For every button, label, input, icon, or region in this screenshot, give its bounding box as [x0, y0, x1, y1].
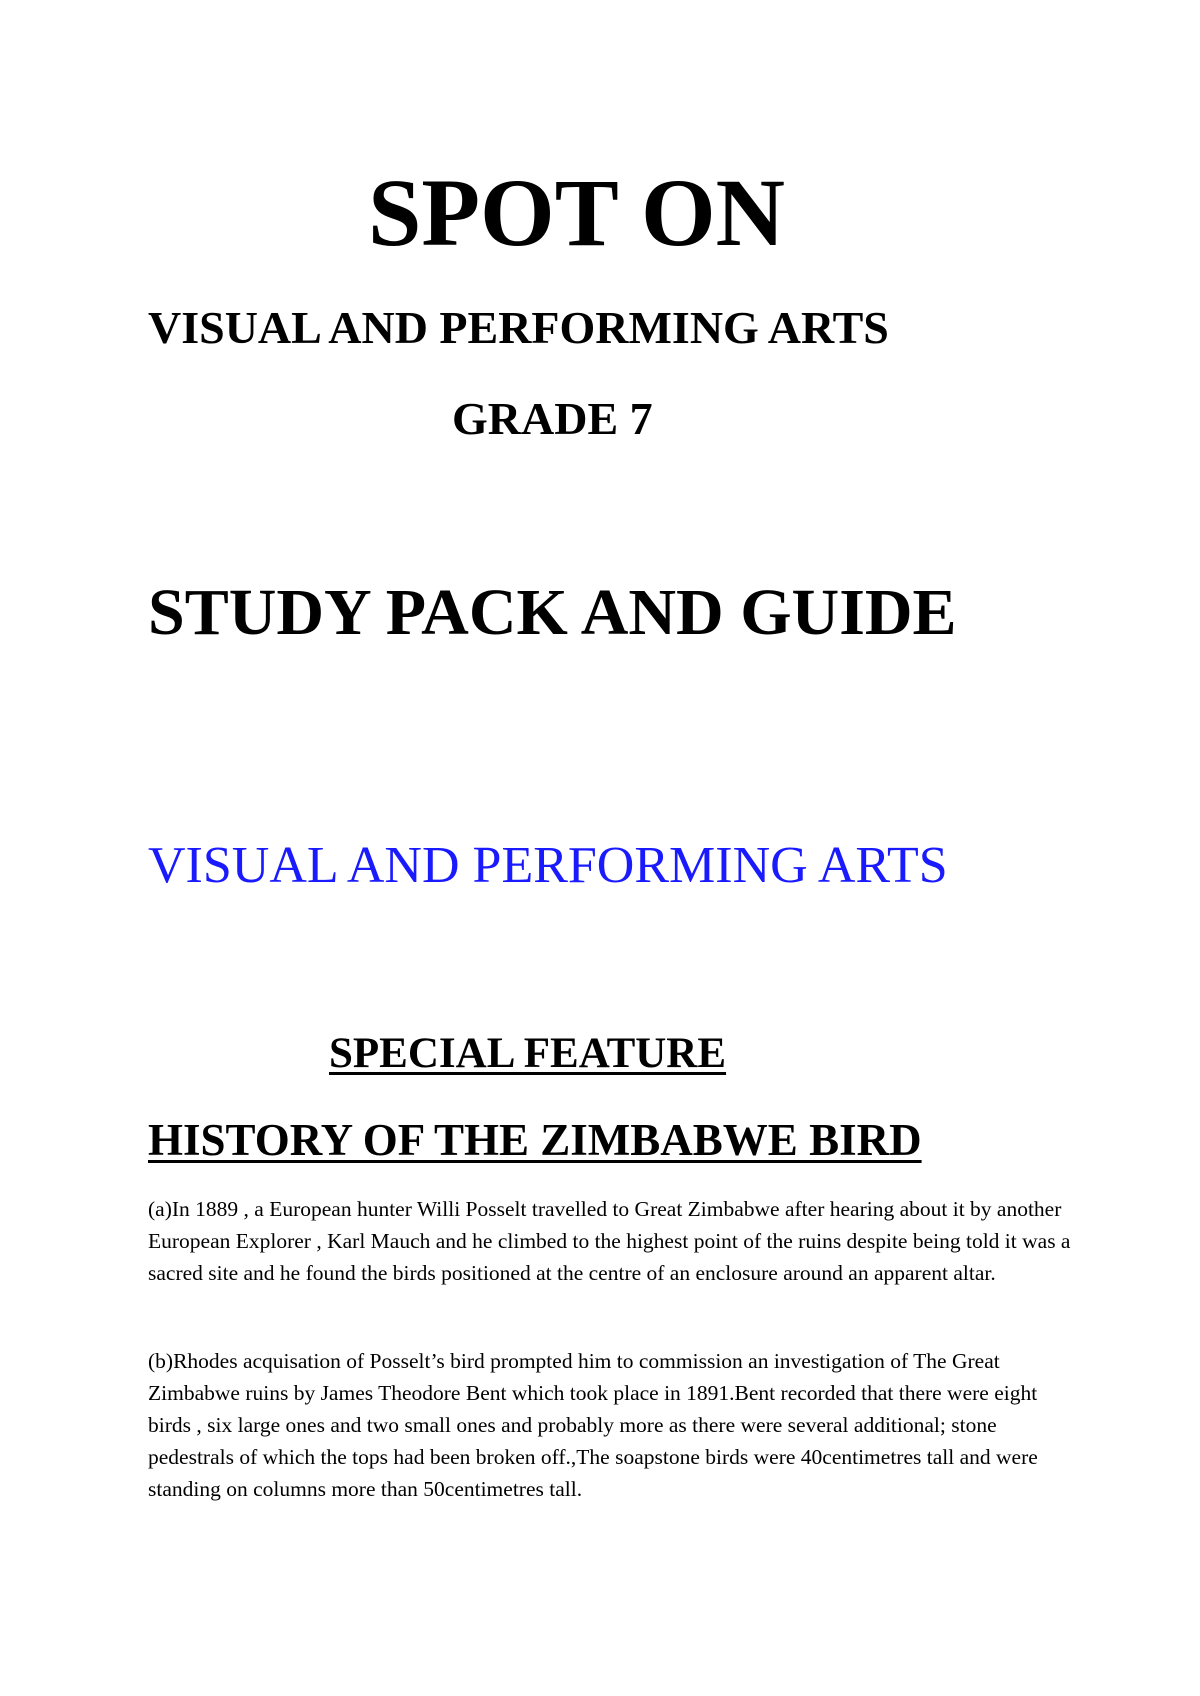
history-heading: HISTORY OF THE ZIMBABWE BIRD — [148, 1115, 922, 1165]
section-heading-blue: VISUAL AND PERFORMING ARTS — [148, 837, 948, 894]
grade-heading: GRADE 7 — [452, 393, 653, 444]
special-feature-label: SPECIAL FEATURE — [329, 1030, 727, 1077]
study-pack-heading: STUDY PACK AND GUIDE — [148, 576, 957, 649]
subject-heading: VISUAL AND PERFORMING ARTS — [148, 302, 889, 353]
cover-title: SPOT ON — [368, 159, 785, 266]
history-paragraph-b: (b)Rhodes acquisation of Posselt’s bird prompted him to commission an investigation of The Great Zimbabwe ruins by James Theodore Bent which took place in 1891.Bent recorded that there were eight birds , six large ones and two small ones and probably more as there were several additional; stone pedestrals of which the tops had been broken off.,The soapstone birds were 40centimetres tall and were standing on columns more than 50centimetres tall. — [148, 1349, 1038, 1501]
history-paragraph-a: (a)In 1889 , a European hunter Willi Posselt travelled to Great Zimbabwe after hearing about it by another European Explorer , Karl Mauch and he climbed to the highest point of the ruins despite being told it was a sacred site and he found the birds positioned at the centre of an enclosure around an apparent altar. — [148, 1197, 1071, 1285]
